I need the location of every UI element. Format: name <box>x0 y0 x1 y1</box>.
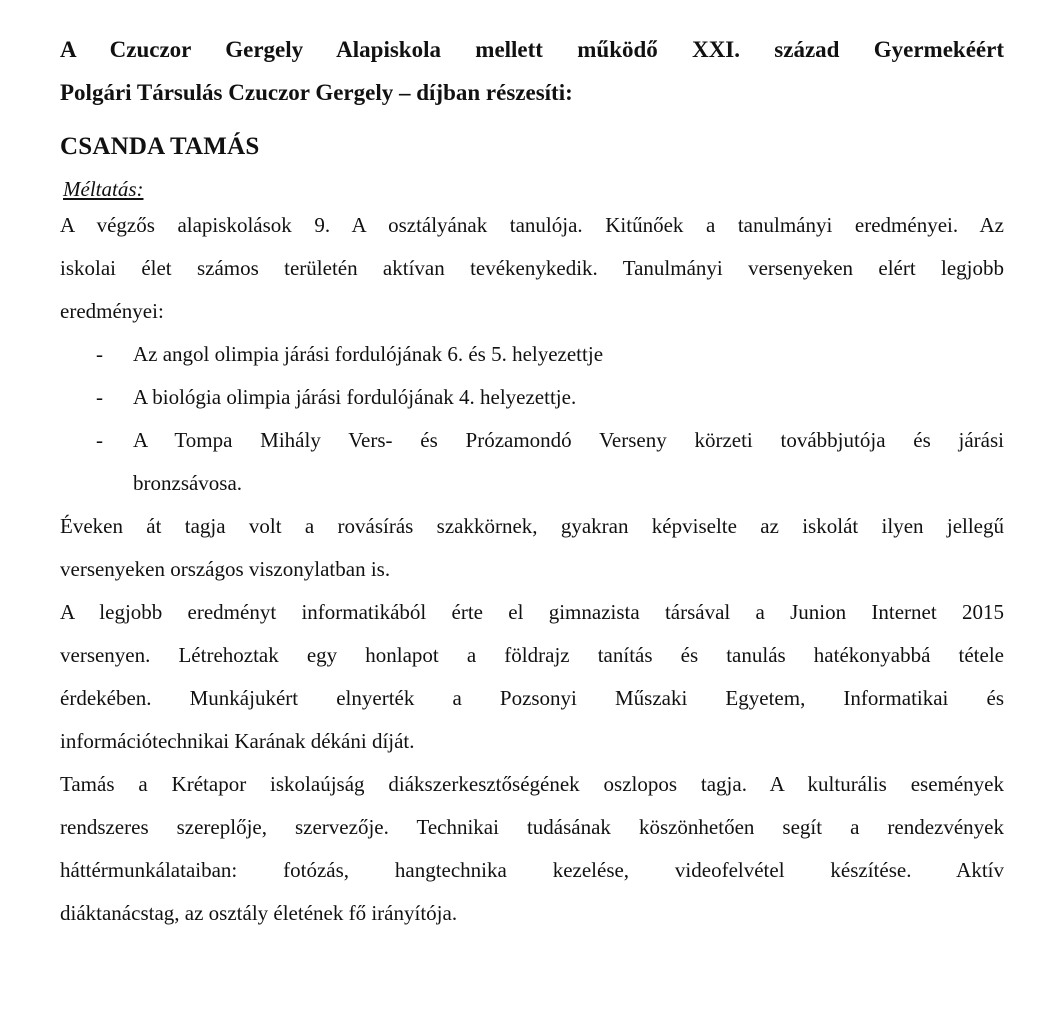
award-heading <box>60 28 1004 114</box>
intro-paragraph <box>60 204 1004 333</box>
document-page <box>60 28 1004 935</box>
awardee-name: CSANDA TAMÁS <box>60 133 260 160</box>
list-item <box>60 376 1004 419</box>
list-item-text: Az angol olimpia járási fordulójának 6. és 5. helyezettje <box>133 342 604 366</box>
para2-line-1: Éveken át tagja volt a rovásírás szakkörnek, gyakran képviselte az iskolát ilyen jellegű <box>60 514 1004 538</box>
intro-line-3: eredményei: <box>60 299 164 323</box>
list-item-text: A biológia olimpia járási fordulójának 4. helyezettje. <box>133 385 577 409</box>
para2-line-2: versenyeken országos viszonylatban is. <box>60 557 391 581</box>
list-dash: - <box>96 428 103 452</box>
para4-line-1: Tamás a Krétapor iskolaújság diákszerkesztőségének oszlopos tagja. A kulturális események <box>60 772 1004 796</box>
list-item-text-line-2: bronzsávosa. <box>133 471 243 495</box>
intro-line-2: iskolai élet számos területén aktívan tevékenykedik. Tanulmányi versenyeken elért legjobb <box>60 256 1004 280</box>
list-dash: - <box>96 342 103 366</box>
newspaper-paragraph <box>60 763 1004 935</box>
intro-line-1: A végzős alapiskolások 9. A osztályának tanulója. Kitűnőek a tanulmányi eredményei. Az <box>60 213 1004 237</box>
results-list <box>60 333 1004 505</box>
para3-line-1: A legjobb eredményt informatikából érte el gimnazista társával a Junion Internet 2015 <box>60 600 1004 624</box>
list-item <box>60 333 1004 376</box>
para3-line-4: információtechnikai Karának dékáni díját. <box>60 729 415 753</box>
heading-line-2: Polgári Társulás Czuczor Gergely – díjban részesíti: <box>60 80 573 105</box>
para4-line-4: diáktanácstag, az osztály életének fő irányítója. <box>60 901 458 925</box>
list-item-text-line-1: A Tompa Mihály Vers- és Prózamondó Verseny körzeti továbbjutója és járási <box>133 428 1004 452</box>
para4-line-2: rendszeres szereplője, szervezője. Technikai tudásának köszönhetően segít a rendezvények <box>60 815 1004 839</box>
para3-line-2: versenyen. Létrehoztak egy honlapot a földrajz tanítás és tanulás hatékonyabbá tétele <box>60 643 1004 667</box>
list-item <box>60 419 1004 505</box>
heading-line-1: A Czuczor Gergely Alapiskola mellett működő XXI. század Gyermekéért <box>60 37 1004 62</box>
para4-line-3: háttérmunkálataiban: fotózás, hangtechnika kezelése, videofelvétel készítése. Aktív <box>60 858 1004 882</box>
list-dash: - <box>96 385 103 409</box>
para3-line-3: érdekében. Munkájukért elnyerték a Pozsonyi Műszaki Egyetem, Informatikai és <box>60 686 1004 710</box>
appraisal-label: Méltatás: <box>63 177 144 201</box>
rovasiras-paragraph <box>60 505 1004 591</box>
informatics-paragraph <box>60 591 1004 763</box>
